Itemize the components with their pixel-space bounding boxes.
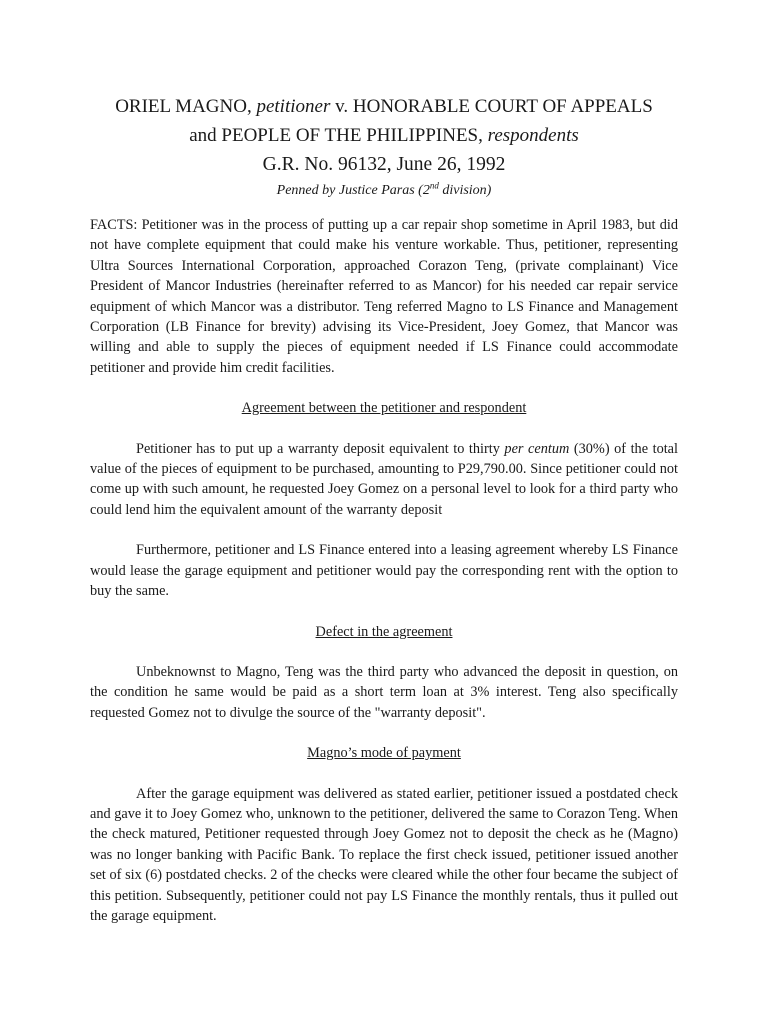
agreement-text-a: Petitioner has to put up a warranty deposit equivalent to thirty — [136, 440, 505, 457]
penned-by-ordinal: nd — [429, 180, 439, 191]
case-title-respondent-people: and PEOPLE OF THE PHILIPPINES, — [189, 125, 488, 146]
case-title-block — [0, 92, 768, 201]
case-title-petitioner-name: ORIEL MAGNO, — [115, 96, 257, 117]
facts-paragraph: FACTS: Petitioner was in the process of putting up a car repair shop sometime in April 1983, but did not have complete equipment that could make his venture workable. Thus, petitioner, representing Ultra Sources International Corporation, approached Corazon Teng, (private complainant) Vice President of Mancor Industries (hereinafter referred to as Mancor) for his needed car repair service equipment of which Mancor was a distributor. Teng referred Magno to LS Finance and Management Corporation (LB Finance for brevity) advising its Vice-President, Joey Gomez, that Mancor was willing and able to supply the pieces of equipment needed if LS Finance could accommodate petitioner and provide him credit facilities. — [90, 217, 678, 376]
penned-by — [0, 181, 768, 201]
case-title-line-1 — [0, 92, 768, 121]
agreement-paragraph-1 — [90, 439, 678, 521]
case-title-petitioner-role: petitioner — [256, 96, 331, 117]
section-heading-agreement: Agreement between the petitioner and respondent — [241, 400, 527, 417]
penned-by-division: division) — [438, 183, 492, 198]
case-title-respondent-role: respondents — [487, 125, 579, 146]
case-title-line-2 — [0, 121, 768, 150]
case-title-respondent-court: v. HONORABLE COURT OF APPEALS — [330, 96, 653, 117]
section-heading-payment: Magno’s mode of payment — [307, 745, 461, 762]
defect-paragraph: Unbeknownst to Magno, Teng was the third party who advanced the deposit in question, on the condition he same would be paid as a short term loan at 3% interest. Teng also specifically requested Gomez not to divulge the source of the "warranty deposit". — [90, 663, 678, 721]
document-body — [90, 215, 678, 926]
penned-by-text: Penned by Justice Paras (2 — [276, 183, 430, 198]
paragraph-spacer — [90, 520, 678, 540]
agreement-text-italic: per centum — [504, 440, 570, 457]
payment-paragraph: After the garage equipment was delivered as stated earlier, petitioner issued a postdated check and gave it to Joey Gomez who, unknown to the petitioner, delivered the same to Corazon Teng. When the check matured, Petitioner requested through Joey Gomez not to deposit the check as he (Magno) was no longer banking with Pacific Bank. To replace the first check issued, petitioner issued another set of six (6) postdated checks. 2 of the checks were cleared while the other four became the subject of this petition. Subsequently, petitioner could not pay LS Finance the monthly rentals, thus it pulled out the garage equipment. — [90, 785, 678, 924]
agreement-text-c: (30%) of the total value of the pieces of equipment to be purchased, amounting to P29,790.00. Since petitioner could not come up with such amount, he requested Joey Gomez on a personal level to look for a third party who could lend him the equivalent amount of the warranty deposit — [90, 440, 679, 518]
agreement-paragraph-2: Furthermore, petitioner and LS Finance entered into a leasing agreement whereby LS Finance would lease the garage equipment and petitioner would pay the corresponding rent with the option to buy the same. — [90, 542, 678, 600]
section-heading-defect: Defect in the agreement — [315, 623, 453, 640]
case-number: G.R. No. 96132, June 26, 1992 — [262, 154, 506, 175]
